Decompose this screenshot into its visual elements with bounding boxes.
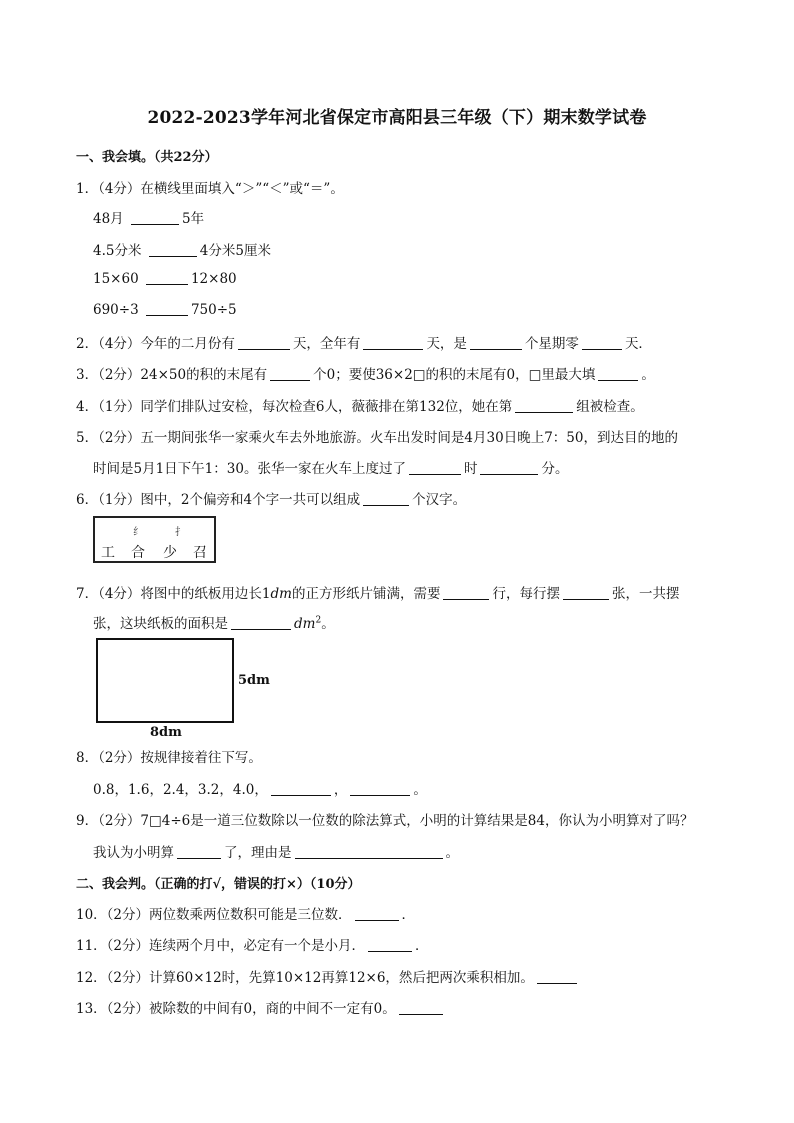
q1-item-2-right: 4分米5厘米 (199, 243, 271, 259)
answer-blank[interactable] (149, 242, 197, 257)
q1-item-3-right: 12×80 (190, 271, 237, 287)
q12-text: 12．（2分）计算60×12时，先算10×12再算12×6，然后把两次乘积相加。 (76, 970, 534, 986)
answer-blank[interactable] (238, 335, 290, 350)
q7-text-6: 。 (321, 616, 335, 632)
q1-item-2-left: 4.5分米 (93, 243, 142, 259)
question-13 (76, 997, 446, 1017)
q5-text-3: 分。 (541, 461, 569, 477)
answer-blank[interactable] (177, 844, 221, 859)
question-2 (76, 332, 652, 352)
q7-text-1: 7．（4分）将图中的纸板用边长1 (76, 586, 271, 602)
q2-text-4: 个星期零 (524, 336, 579, 352)
answer-blank[interactable] (295, 844, 443, 859)
answer-blank[interactable] (131, 210, 179, 225)
q4-text-2: 组被检查。 (576, 399, 644, 415)
q1-item-1-right: 5年 (181, 211, 205, 227)
radical-shou: 扌 (175, 527, 185, 538)
q1-item-1 (93, 207, 204, 227)
answer-blank[interactable] (598, 366, 638, 381)
q1-item-1-left: 48月 (93, 211, 124, 227)
q11-text: 11．（2分）连续两个月中，必定有一个是小月． (76, 938, 366, 954)
answer-blank[interactable] (271, 781, 331, 796)
char-he: 合 (131, 545, 145, 561)
q1-item-2 (93, 239, 271, 259)
q1-item-3-left: 15×60 (93, 271, 139, 287)
answer-blank[interactable] (480, 460, 538, 475)
q6-text-1: 6．（1分）图中，2个偏旁和4个字一共可以组成 (76, 492, 361, 508)
answer-blank[interactable] (409, 460, 461, 475)
height-label: 5dm (238, 673, 270, 688)
q2-text-2: 天，全年有 (292, 336, 361, 352)
char-zhao: 召 (193, 545, 207, 561)
question-6 (76, 488, 466, 508)
char-shao: 少 (163, 545, 177, 561)
q10-text: 10．（2分）两位数乘两位数积可能是三位数． (76, 907, 352, 923)
char-gong: 工 (101, 545, 115, 561)
q9-text-1: 我认为小明算 (93, 845, 174, 861)
q13-text: 13．（2分）被除数的中间有0，商的中间不一定有0。 (76, 1001, 396, 1017)
q2-text-3: 天，是 (426, 336, 467, 352)
answer-blank[interactable] (146, 301, 188, 316)
answer-blank[interactable] (515, 398, 573, 413)
q7-unit-dm: dm (270, 586, 292, 602)
q9-text-3: 。 (445, 845, 459, 861)
cardboard-rectangle (96, 638, 234, 723)
q10-end: ． (401, 907, 416, 923)
answer-blank[interactable] (355, 906, 399, 921)
q1-item-4-left: 690÷3 (93, 302, 139, 318)
page-title: 2022-2023学年河北省保定市高阳县三年级（下）期末数学试卷 (147, 108, 647, 128)
q4-text-1: 4．（1分）同学们排队过安检，每次检查6人，薇薇排在第132位，她在第 (76, 399, 513, 415)
question-5-line-1: 5．（2分）五一期间张华一家乘火车去外地旅游。火车出发时间是4月30日晚上7：50，到达目的地的 (76, 430, 678, 446)
question-1-stem: 1．（4分）在横线里面填入“＞”“＜”或“＝”。 (76, 181, 344, 197)
question-8-sequence (93, 778, 427, 798)
answer-blank[interactable] (563, 585, 609, 600)
question-9-line-1: 9．（2分）7□4÷6是一道三位数除以一位数的除法算式，小明的计算结果是84，你认为小明算对了吗？ (76, 813, 694, 829)
q2-text-1: 2．（4分）今年的二月份有 (76, 336, 235, 352)
answer-blank[interactable] (443, 585, 489, 600)
question-10 (76, 903, 415, 923)
answer-blank[interactable] (368, 937, 412, 952)
q5-text-2: 时 (463, 461, 478, 477)
q8-sequence-text: 0.8，1.6，2.4，3.2，4.0， (93, 782, 268, 798)
q11-end: ． (415, 938, 429, 954)
question-4 (76, 395, 644, 415)
q3-text-1: 3．（2分）24×50的积的末尾有 (76, 367, 268, 383)
question-7-line-2 (93, 612, 335, 632)
q7-unit-dm2: dm (294, 616, 316, 632)
question-8-stem: 8．（2分）按规律接着往下写。 (76, 750, 262, 766)
radical-si: 纟 (133, 527, 143, 538)
q9-text-2: 了，理由是 (224, 845, 292, 861)
radical-character-figure (93, 516, 216, 563)
answer-blank[interactable] (350, 781, 410, 796)
answer-blank[interactable] (537, 969, 577, 984)
q5-text-1: 时间是5月1日下午1：30。张华一家在火车上度过了 (93, 461, 406, 477)
width-label: 8dm (150, 725, 182, 740)
question-11 (76, 934, 429, 954)
q1-item-4-right: 750÷5 (190, 302, 237, 318)
q8-end: 。 (413, 782, 427, 798)
answer-blank[interactable] (231, 615, 291, 630)
q7-text-3: 行，每行摆 (492, 586, 560, 602)
q6-text-2: 个汉字。 (412, 492, 467, 508)
answer-blank[interactable] (363, 491, 409, 506)
question-7-line-1 (76, 582, 679, 602)
q3-text-2: 个0；要使36×2□的积的末尾有0，□里最大填 (313, 367, 596, 383)
question-3 (76, 363, 655, 383)
q7-superscript: 2 (315, 615, 322, 626)
section-heading-judge: 二、我会判。（正确的打√，错误的打×）（10分） (76, 877, 361, 892)
answer-blank[interactable] (363, 335, 423, 350)
q1-item-4 (93, 301, 237, 318)
q7-text-2: 的正方形纸片铺满，需要 (291, 586, 441, 602)
q3-text-3: 。 (641, 367, 655, 383)
q2-text-5: 天． (624, 336, 652, 352)
answer-blank[interactable] (399, 1000, 443, 1015)
answer-blank[interactable] (146, 270, 188, 285)
answer-blank[interactable] (270, 366, 310, 381)
q7-text-5: 张，这块纸板的面积是 (93, 616, 228, 632)
answer-blank[interactable] (470, 335, 522, 350)
section-heading-fill: 一、我会填。（共22分） (76, 150, 218, 165)
question-9-line-2 (93, 841, 459, 861)
question-5-line-2 (93, 457, 568, 477)
question-12 (76, 966, 580, 986)
q1-item-3 (93, 270, 237, 287)
q8-separator: ， (333, 782, 348, 798)
q7-text-4: 张，一共摆 (611, 586, 680, 602)
answer-blank[interactable] (582, 335, 622, 350)
